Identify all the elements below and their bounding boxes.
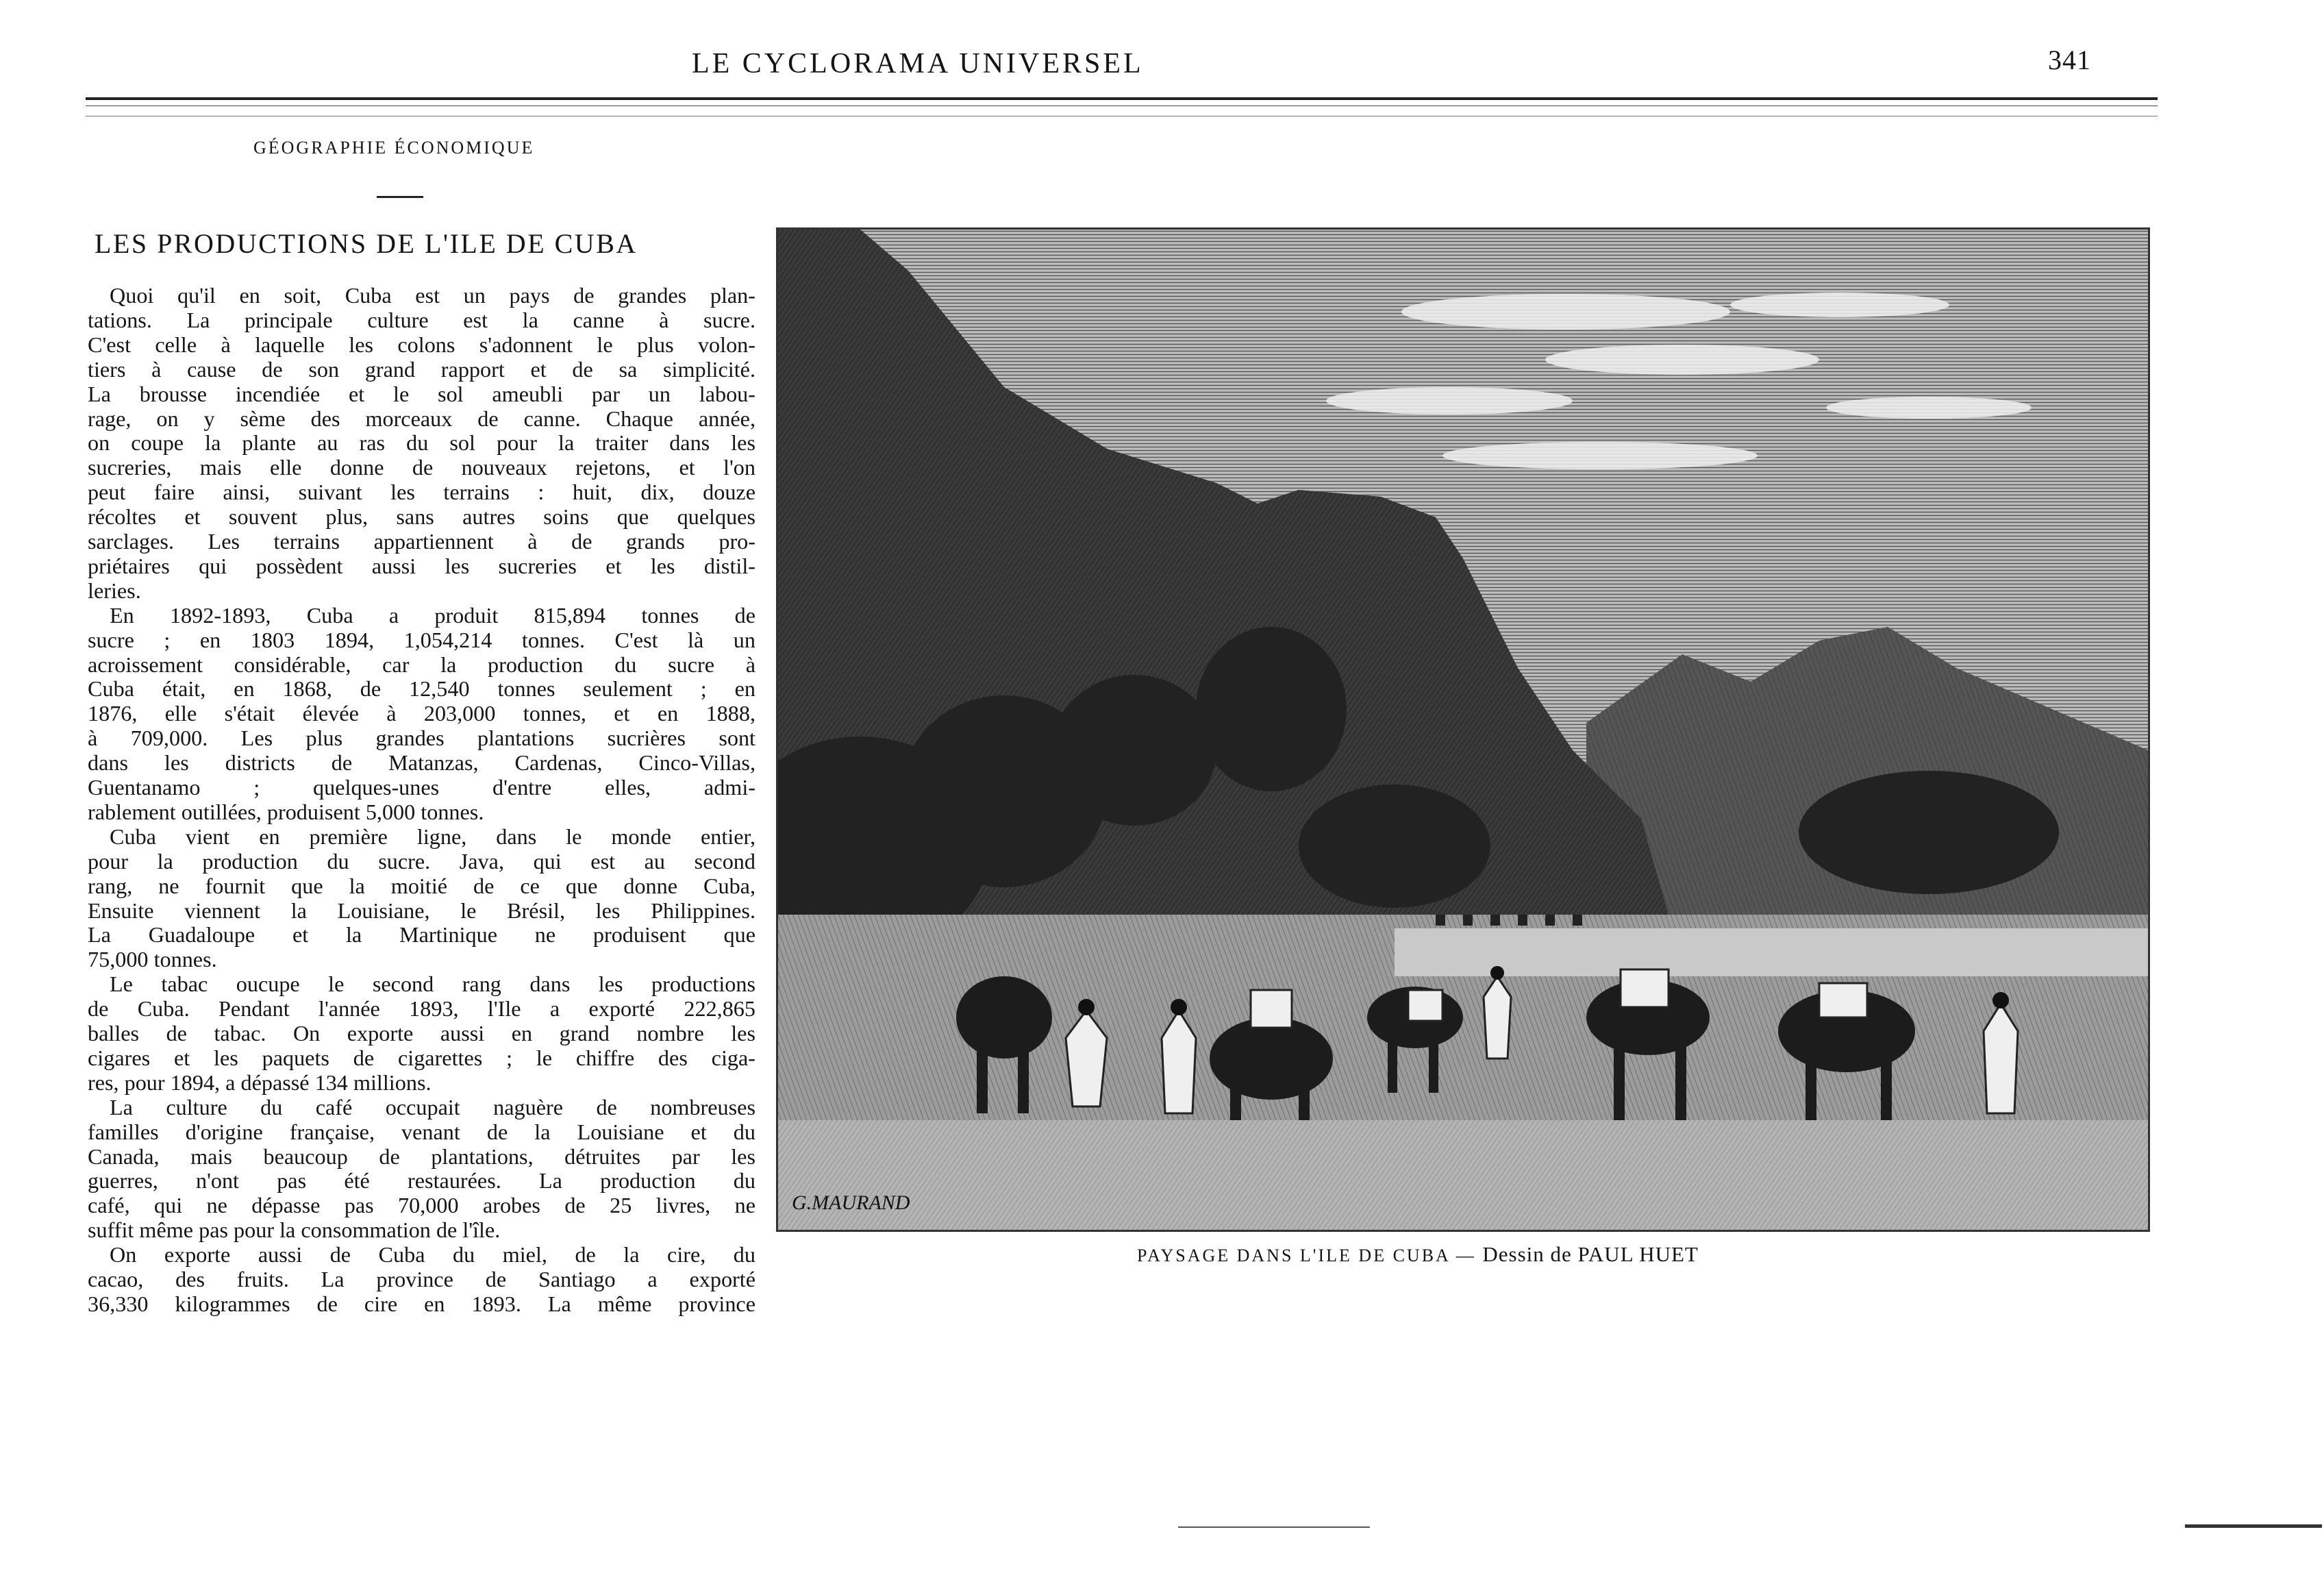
body-line: 36,330 kilogrammes de cire en 1893. La même province [88,1291,755,1316]
body-line: café, qui ne dépasse pas 70,000 arobes de 25 livres, ne [88,1193,755,1218]
article-title: LES PRODUCTIONS DE L'ILE DE CUBA [95,228,638,259]
body-line: Guentanamo ; quelques-unes d'entre elles, admi- [88,775,755,800]
body-line: Quoi qu'il en soit, Cuba est un pays de grandes plan- [110,283,755,308]
body-line: balles de tabac. On exporte aussi en grand nombre les [88,1021,755,1045]
body-line: La Guadaloupe et la Martinique ne produisent que [88,922,755,948]
body-line: leries. [88,578,141,603]
edge-mark [2185,1524,2322,1528]
body-line: pour la production du sucre. Java, qui est au second [88,848,755,874]
page-number: 341 [2048,45,2091,75]
body-line: La brousse incendiée et le sol ameubli par un labou- [88,381,755,406]
body-line: peut faire ainsi, suivant les terrains : huit, dix, douze [88,480,755,505]
body-line: cacao, des fruits. La province de Santiago a exporté [88,1267,755,1291]
bottom-mark [1178,1526,1370,1528]
body-line: Ensuite viennent la Louisiane, le Brésil, les Philippines. [88,898,755,923]
body-line: On exporte aussi de Cuba du miel, de la cire, du [110,1242,755,1267]
body-line: acroissement considérable, car la production du sucre à [88,652,755,677]
section-divider [377,196,423,198]
body-line: Le tabac oucupe le second rang dans les productions [110,972,755,997]
body-line: 75,000 tonnes. [88,947,217,972]
body-line: on coupe la plante au ras du sol pour la traiter dans les [88,430,755,456]
running-title: LE CYCLORAMA UNIVERSEL [692,48,1144,79]
body-line: rage, on y sème des morceaux de canne. Chaque année, [88,406,755,431]
header-rule [86,97,2158,100]
body-line: récoltes et souvent plus, sans autres soins que quelques [88,504,755,530]
body-line: sucreries, mais elle donne de nouveaux rejetons, et l'on [88,455,755,480]
body-line: cigares et les paquets de cigarettes ; le chiffre des ciga- [88,1045,755,1070]
body-line: de Cuba. Pendant l'année 1893, l'Ile a exporté 222,865 [88,996,755,1022]
body-line: La culture du café occupait naguère de nombreuses [110,1094,755,1119]
engraver-signature: G.MAURAND [792,1191,910,1214]
body-line: 1876, elle s'était élevée à 203,000 tonnes, et en 1888, [88,701,755,726]
illustration-caption [1137,1243,1699,1265]
body-line: En 1892-1893, Cuba a produit 815,894 tonnes de [110,602,755,628]
body-line: sarclages. Les terrains appartiennent à de grands pro- [88,529,755,554]
body-line: Cuba vient en première ligne, dans le monde entier, [110,824,755,849]
body-line: rablement outillées, produisent 5,000 tonnes. [88,799,484,824]
body-line: tations. La principale culture est la canne à sucre. [88,307,755,332]
body-line: tiers à cause de son grand rapport et de sa simplicité. [88,356,755,382]
caption-credit: Dessin de PAUL HUET [1482,1242,1699,1266]
body-line: priétaires qui possèdent aussi les sucreries et les distil- [88,553,755,578]
caption-dash: — [1455,1246,1476,1265]
body-line: rang, ne fournit que la moitié de ce que donne Cuba, [88,873,755,898]
body-line: sucre ; en 1803 1894, 1,054,214 tonnes. C'est là un [88,627,755,652]
body-line: Canada, mais beaucoup de plantations, détruites par les [88,1143,755,1169]
engraving-illustration [776,227,2150,1232]
landscape-engraving [778,230,2148,1230]
caption-title: PAYSAGE DANS L'ILE DE CUBA [1137,1246,1450,1265]
body-line: Cuba était, en 1868, de 12,540 tonnes seulement ; en [88,676,755,702]
body-line: dans les districts de Matanzas, Cardenas, Cinco-Villas, [88,750,755,776]
body-line: C'est celle à laquelle les colons s'adonnent le plus volon- [88,332,755,357]
body-line: à 709,000. Les plus grandes plantations sucrières sont [88,726,755,751]
body-line: suffit même pas pour la consommation de l'île. [88,1217,501,1243]
section-label: GÉOGRAPHIE ÉCONOMIQUE [253,138,535,158]
body-line: familles d'origine française, venant de la Louisiane et du [88,1119,755,1144]
body-line: res, pour 1894, a dépassé 134 millions. [88,1069,432,1095]
body-line: guerres, n'ont pas été restaurées. La production du [88,1168,755,1193]
